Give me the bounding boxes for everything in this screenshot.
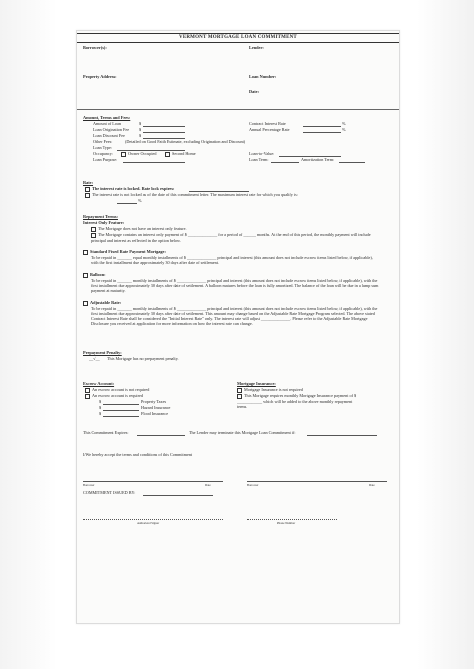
loan-type-label: Loan Type:: [93, 145, 113, 150]
mi-required-label: This Mortgage requires monthly Mortgage Insurance payment of $ ____________ which will be added to the above monthly repayment terms.: [237, 393, 357, 409]
ltv-label: Loan-to-Value:: [249, 151, 275, 156]
phone-number-line[interactable]: [247, 519, 337, 520]
discount-fee-label: Loan Discount Fee: [93, 133, 125, 138]
checkbox-icon: [85, 394, 90, 399]
issued-by-field[interactable]: [143, 495, 213, 496]
borrower1-label: Borrower: [83, 483, 95, 487]
io-has-option[interactable]: [91, 232, 381, 243]
other-fees-label: Other Fees:: [93, 139, 113, 144]
dollar-sign: $: [99, 405, 102, 410]
checkbox-icon: [85, 193, 90, 198]
lender-terminate-text: The Lender may terminate this Mortgage Loan Commitment if:: [189, 430, 296, 435]
balloon-heading: Balloon:: [90, 272, 106, 277]
percent-sign: %: [138, 198, 142, 203]
loan-number-label: Loan Number:: [249, 74, 277, 79]
contract-rate-label: Contract Interest Rate: [249, 121, 286, 126]
second-home-option[interactable]: [165, 151, 196, 157]
percent-sign: %: [342, 121, 346, 126]
borrower2-signature-line[interactable]: [247, 481, 387, 482]
escrow-required-option[interactable]: [85, 393, 143, 399]
checkbox-icon: [165, 152, 170, 157]
checkbox-icon: [85, 388, 90, 393]
property-taxes-field[interactable]: [103, 404, 139, 405]
rate-heading: Rate:: [83, 180, 94, 185]
borrower1-signature-line[interactable]: [83, 481, 223, 482]
origination-fee-label: Loan Origination Fee: [93, 127, 130, 132]
escrow-required-label: An escrow account is required: [92, 393, 143, 398]
escrow-heading: Escrow Account:: [83, 381, 115, 386]
apr-field[interactable]: [303, 132, 341, 133]
escrow-not-required-label: An escrow account is not required: [92, 387, 150, 392]
commitment-issued-by-label: COMMITMENT ISSUED BY:: [83, 490, 136, 495]
loan-purpose-field[interactable]: [123, 162, 185, 163]
dollar-sign: $: [139, 121, 142, 126]
acceptance-text: I/We hereby accept the terms and conditions of this Commitment: [83, 452, 193, 457]
origination-fee-field[interactable]: [143, 132, 185, 133]
lender-label: Lender:: [249, 45, 264, 50]
borrower2-label: Borrower: [247, 483, 259, 487]
dollar-sign: $: [139, 127, 142, 132]
prepayment-heading: Prepayment Penalty:: [83, 350, 122, 355]
checkbox-icon: [85, 187, 90, 192]
apr-label: Annual Percentage Rate: [249, 127, 290, 132]
mi-not-required-label: Mortgage Insurance is not required: [244, 387, 303, 392]
interest-only-heading: Interest Only Feature:: [83, 220, 125, 225]
fixed-rate-option[interactable]: [83, 249, 166, 255]
loan-term-label: Loan Term:: [249, 157, 269, 162]
commitment-expires-field[interactable]: [137, 435, 185, 436]
repayment-heading: Repayment Terms:: [83, 214, 118, 219]
checkbox-icon: [91, 227, 96, 232]
owner-occupied-option[interactable]: [121, 151, 157, 157]
rate-not-locked-label: The interest rate is not locked as of the date of this commitment letter. The maximum interest rate for which you qualify is:: [92, 192, 298, 197]
page-title: VERMONT MORTGAGE LOAN COMMITMENT: [77, 33, 399, 43]
hazard-insurance-label: Hazard Insurance: [141, 405, 171, 410]
dollar-sign: $: [139, 133, 142, 138]
occupancy-label: Occupancy:: [93, 151, 113, 156]
prepayment-check[interactable]: __√__: [89, 356, 100, 361]
borrowers-label: Borrower(s):: [83, 45, 107, 50]
prepayment-text: This Mortgage has no prepayment penalty.: [107, 356, 179, 361]
flood-insurance-field[interactable]: [103, 416, 139, 417]
termination-reason-field[interactable]: [307, 435, 377, 436]
owner-occupied-label: Owner Occupied: [128, 151, 157, 156]
adjustable-rate-heading: Adjustable Rate:: [90, 300, 122, 305]
percent-sign: %: [342, 127, 346, 132]
balloon-text: To be repaid in _______ monthly installments of $ ______________ principal and interest (this amount does not include escrow items listed below, if applicable), with the first installment due approximately 30 days after date of settlement. A balloon matures before the loan is fully amortized. The balance of the loan will be due in a lump sum payment at maturity.: [91, 278, 379, 293]
document-page: [76, 30, 400, 624]
amount-heading: Amount, Terms and Fees:: [83, 115, 131, 120]
date1-label: Date: [205, 483, 211, 487]
dollar-sign: $: [99, 399, 102, 404]
date-label: Date:: [249, 89, 260, 94]
loan-term-field[interactable]: [271, 162, 299, 163]
balloon-option[interactable]: [83, 272, 106, 278]
divider: [77, 109, 399, 110]
dollar-sign: $: [99, 411, 102, 416]
amortization-term-field[interactable]: [339, 162, 365, 163]
io-not-option[interactable]: [91, 226, 187, 232]
amount-of-loan-label: Amount of Loan: [93, 121, 121, 126]
adjustable-rate-option[interactable]: [83, 300, 121, 306]
date2-label: Date: [369, 483, 375, 487]
second-home-label: Second Home: [172, 151, 196, 156]
checkbox-icon: [83, 301, 88, 306]
other-fees-note: (Detailed on Good Faith Estimate, excluding Origination and Discount): [125, 139, 246, 144]
mi-not-required-option[interactable]: [237, 387, 303, 393]
rate-locked-label: The interest rate is locked. Rate lock expires:: [92, 186, 175, 191]
loan-purpose-label: Loan Purpose:: [93, 157, 118, 162]
max-rate-field[interactable]: [117, 203, 137, 204]
authorized-signer-label: Authorized Signer: [137, 521, 160, 525]
property-taxes-label: Property Taxes: [141, 399, 167, 404]
checkbox-icon: [83, 273, 88, 278]
checkbox-icon: [83, 250, 88, 255]
io-not-label: The Mortgage does not have an interest only feature.: [98, 226, 187, 231]
escrow-not-required-option[interactable]: [85, 387, 149, 393]
amount-of-loan-field[interactable]: [143, 126, 185, 127]
commitment-expires-label: This Commitment Expires:: [83, 430, 129, 435]
rate-locked-option[interactable]: [85, 186, 174, 192]
checkbox-icon: [121, 152, 126, 157]
property-address-label: Property Address:: [83, 74, 117, 79]
checkbox-icon: [237, 388, 242, 393]
hazard-insurance-field[interactable]: [103, 410, 139, 411]
rate-not-locked-option[interactable]: [85, 192, 377, 198]
contract-rate-field[interactable]: [303, 126, 341, 127]
flood-insurance-label: Flood Insurance: [141, 411, 169, 416]
amortization-term-label: Amortization Term:: [301, 157, 335, 162]
mi-required-option[interactable]: [237, 393, 357, 409]
authorized-signer-line[interactable]: [83, 519, 223, 520]
phone-number-label: Phone Number: [277, 521, 296, 525]
mortgage-insurance-heading: Mortgage Insurance:: [237, 381, 276, 386]
fixed-rate-heading: Standard Fixed Rate Payment Mortgage:: [90, 249, 166, 254]
fixed-rate-text: To be repaid in _______ equal monthly installments of $ ______________ principal and interest (this amount does not include escrow items listed below, if applicable), with the first installment due approximately 30 days after date of settlement.: [91, 255, 373, 265]
io-has-label: The Mortgage contains an interest only payment of $ ______________ for a period of ______ months. At the end of this period, the monthly payment will include principal and interest as reflected in the option below.: [91, 232, 371, 243]
adjustable-rate-text: To be repaid in _______ monthly installments of $ ______________ principal and interest (this amount does not include escrow items listed below, if applicable), with the first installment due approximately 30 days after date of settlement. This amount may change based on the Adjustable Rate Mortgage Program selected. The above stated Contract Interest Rate shall be considered the "Initial Interest Rate" only. The interest rate will adjust ______________. Please refer to the Adjustable Rate Mortgage Disclosure you received at application for more information on how the interest rate can change.: [91, 306, 378, 326]
